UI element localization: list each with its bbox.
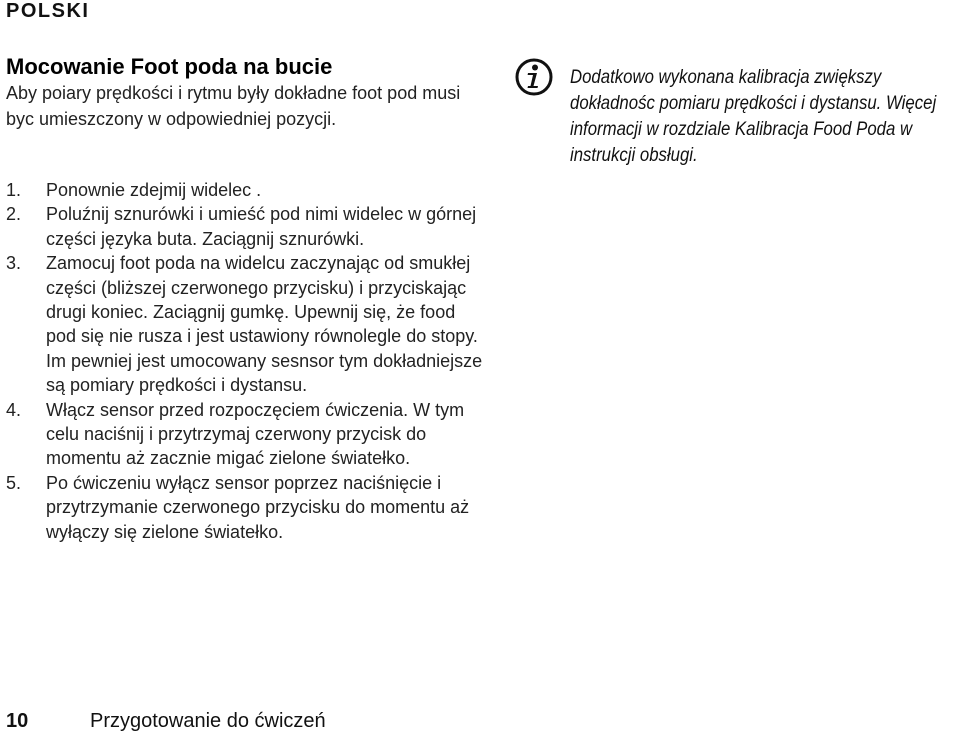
section-intro-block <box>6 54 486 132</box>
step-number: 2. <box>6 204 22 225</box>
list-item <box>6 251 486 397</box>
step-text: Poluźnij sznurówki i umieść pod nimi widelec w górnej części języka buta. Zaciągnij sznurówki. <box>46 204 477 249</box>
section-intro: Aby poiary prędkości i rytmu były dokładne foot pod musi byc umieszczony w odpowiedniej pozycji. <box>6 83 461 129</box>
info-icon <box>514 57 554 97</box>
list-item <box>6 202 486 251</box>
language-header: POLSKI <box>6 0 90 22</box>
step-number: 5. <box>6 472 22 493</box>
list-item <box>6 471 486 544</box>
section-title: Mocowanie Foot poda na bucie <box>6 54 333 79</box>
steps-list <box>6 178 486 544</box>
list-item <box>6 178 486 202</box>
note-text: Dodatkowo wykonana kalibracja zwiększy dokładnośc pomiaru prędkości i dystansu. Więcej informacji w rozdziale Kalibracja Food Poda w instrukcji obsługi. <box>570 66 937 166</box>
step-text: Po ćwiczeniu wyłącz sensor poprzez naciśnięcie i przytrzymanie czerwonego przycisku do momentu aż wyłączy się zielone światełko. <box>46 472 470 542</box>
step-text: Zamocuj foot poda na widelcu zaczynając od smukłej części (bliższej czerwonego przycisku) i przyciskając drugi koniec. Zaciągnij gumkę. Upewnij się, że food pod się nie rusza i jest ustawiony równolegle do stopy. Im pewniej jest umocowany sesnsor tym dokładniejsze są pomiary prędkości i dystansu. <box>46 253 483 396</box>
step-text: Włącz sensor przed rozpoczęciem ćwiczenia. W tym celu naciśnij i przytrzymaj czerwony przycisk do momentu aż zacznie migać zielone światełko. <box>46 399 465 469</box>
step-number: 3. <box>6 253 22 274</box>
step-text: Ponownie zdejmij widelec . <box>46 180 262 200</box>
page-number: 10 <box>6 710 29 732</box>
list-item <box>6 398 486 471</box>
step-number: 4. <box>6 399 22 420</box>
chapter-title: Przygotowanie do ćwiczeń <box>90 710 326 732</box>
page-footer <box>6 710 326 733</box>
step-number: 1. <box>6 180 22 200</box>
